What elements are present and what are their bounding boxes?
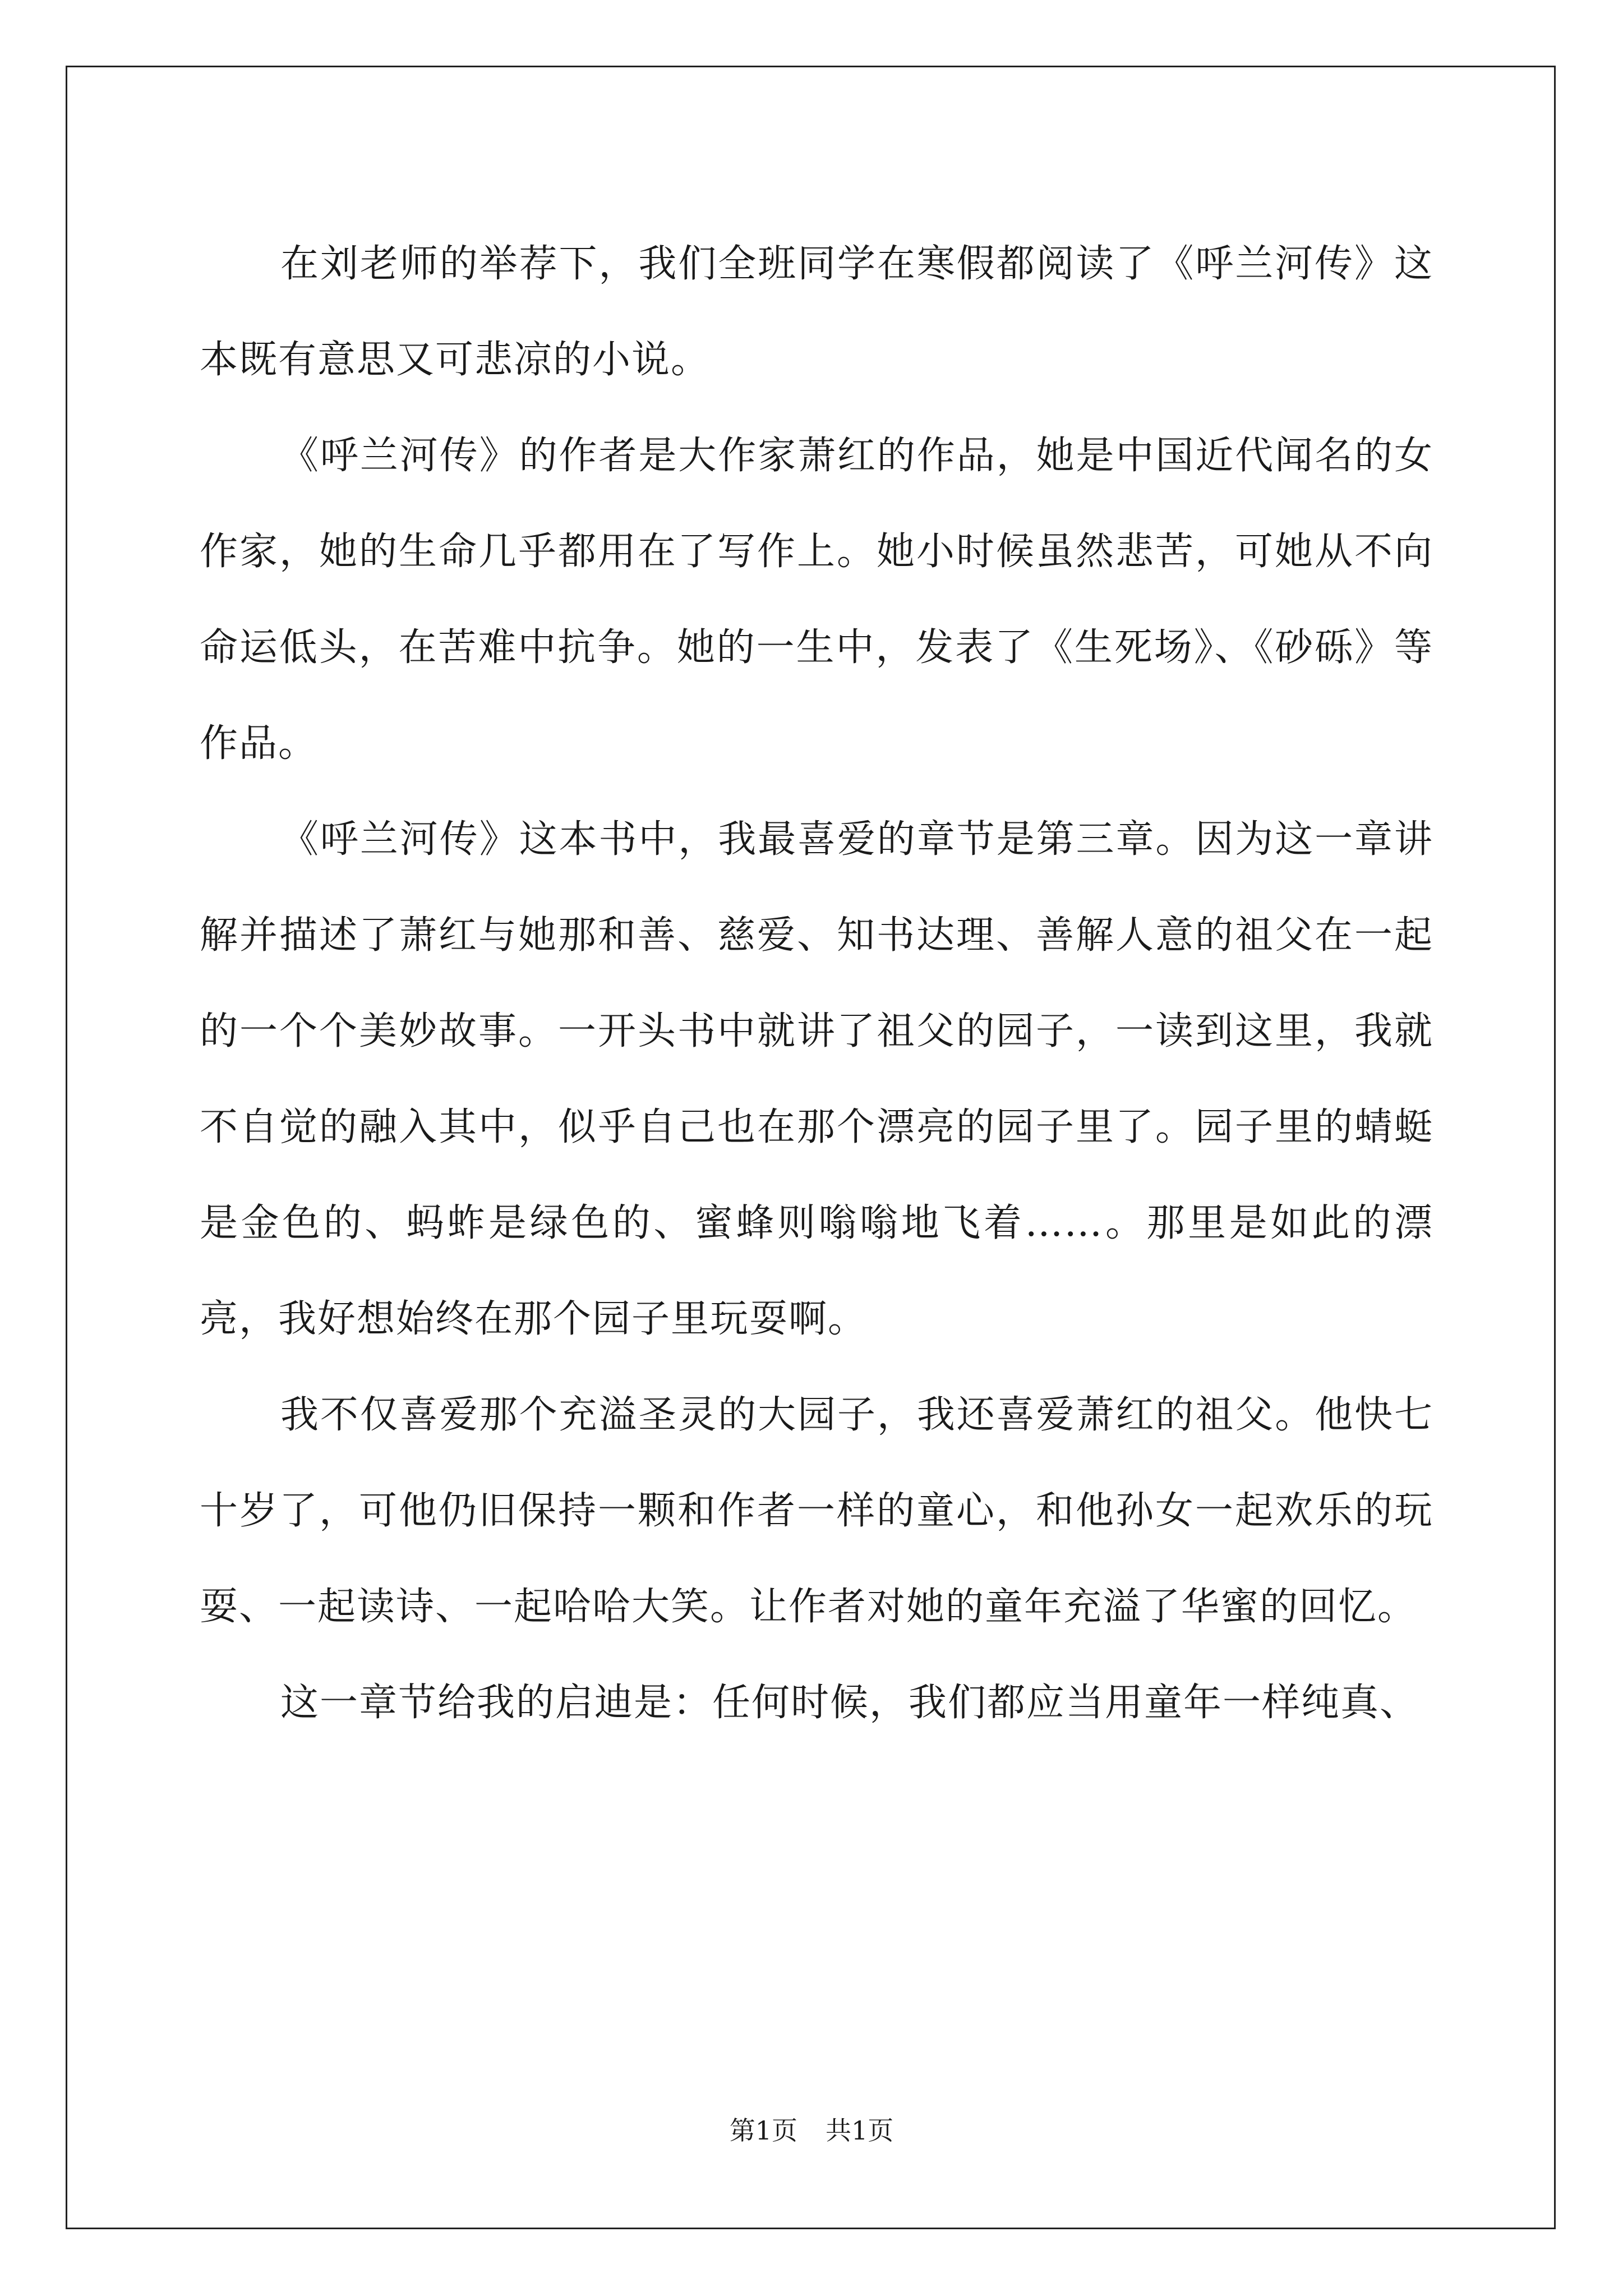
page-footer bbox=[0, 2114, 1623, 2147]
paragraph-2: 《呼兰河传》的作者是大作家萧红的作品，她是中国近代闻名的女作家，她的生命几乎都用在了写作上。她小时候虽然悲苦，可她从不向命运低头，在苦难中抗争。她的一生中，发表了《生死场》、《砂砾》等作品。 bbox=[200, 434, 1433, 766]
paragraph-5: 这一章节给我的启迪是：任何时候，我们都应当用童年一样纯真、 bbox=[280, 1681, 1419, 1725]
page-number: 第1页 bbox=[729, 2115, 797, 2146]
paragraph-3: 《呼兰河传》这本书中，我最喜爱的章节是第三章。因为这一章讲解并描述了萧红与她那和善、慈爱、知书达理、善解人意的祖父在一起的一个个美妙故事。一开头书中就讲了祖父的园子，一读到这里，我就不自觉的融入其中，似乎自己也在那个漂亮的园子里了。园子里的蜻蜓是金色的、蚂蚱是绿色的、蜜蜂则嗡嗡地飞着……。那里是如此的漂亮，我好想始终在那个园子里玩耍啊。 bbox=[200, 817, 1433, 1341]
paragraph-1: 在刘老师的举荐下，我们全班同学在寒假都阅读了《呼兰河传》这本既有意思又可悲凉的小说。 bbox=[200, 242, 1433, 382]
page-total: 共1页 bbox=[826, 2115, 894, 2146]
paragraph-4: 我不仅喜爱那个充溢圣灵的大园子，我还喜爱萧红的祖父。他快七十岁了，可他仍旧保持一颗和作者一样的童心，和他孙女一起欢乐的玩耍、一起读诗、一起哈哈大笑。让作者对她的童年充溢了华蜜的回忆。 bbox=[200, 1393, 1433, 1629]
document-body bbox=[200, 216, 1433, 1751]
